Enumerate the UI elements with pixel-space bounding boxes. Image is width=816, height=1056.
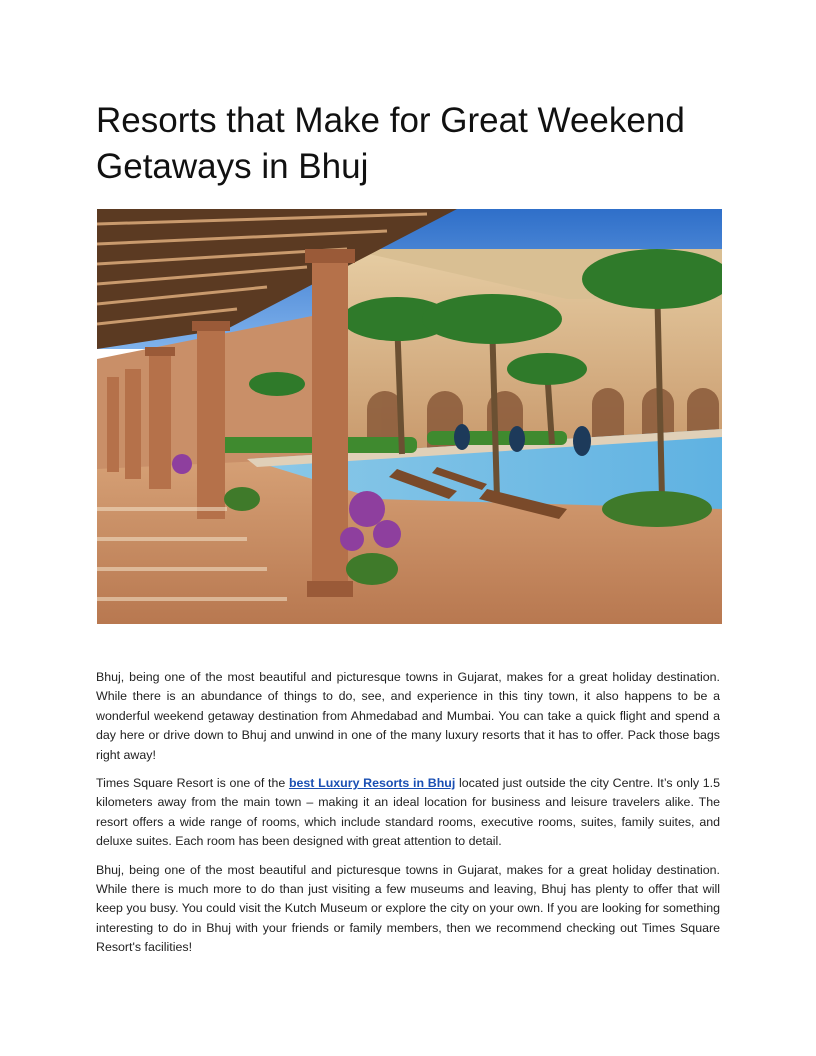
hero-image — [97, 209, 722, 624]
paragraph-3: Bhuj, being one of the most beautiful and picturesque towns in Gujarat, makes for a great holiday destination. While there is much more to do than just visiting a few museums and leaving, Bhuj has plenty to offer that will keep you busy. You could visit the Kutch Museum or explore the city on your own. If you are looking for something interesting to do in Bhuj with your friends or family members, then we recommend checking out Times Square Resort's facilities! — [96, 862, 720, 955]
article-body — [96, 668, 720, 967]
paragraph-2-after: located just outside the city Centre. It’s only 1.5 kilometers away from the main town – making it an ideal location for business and leisure travelers alike. The resort offers a wide range of rooms, which include standard rooms, executive rooms, suites, family suites, and deluxe suites. Each room has been designed with great attention to detail. — [96, 776, 720, 849]
luxury-resorts-link[interactable]: best Luxury Resorts in Bhuj — [288, 776, 456, 791]
page-title: Resorts that Make for Great Weekend Getaways in Bhuj — [96, 101, 685, 186]
paragraph-2 — [96, 774, 720, 852]
paragraph-2-before: Times Square Resort is one of the — [96, 776, 289, 791]
paragraph-1: Bhuj, being one of the most beautiful and picturesque towns in Gujarat, makes for a great holiday destination. While there is an abundance of things to do, see, and experience in this tiny town, it also happens to be a wonderful weekend getaway destination from Ahmedabad and Mumbai. You can take a quick flight and spend a day here or drive down to Bhuj and unwind in one of the many luxury resorts that it has to offer. Pack those bags right away! — [96, 670, 720, 762]
